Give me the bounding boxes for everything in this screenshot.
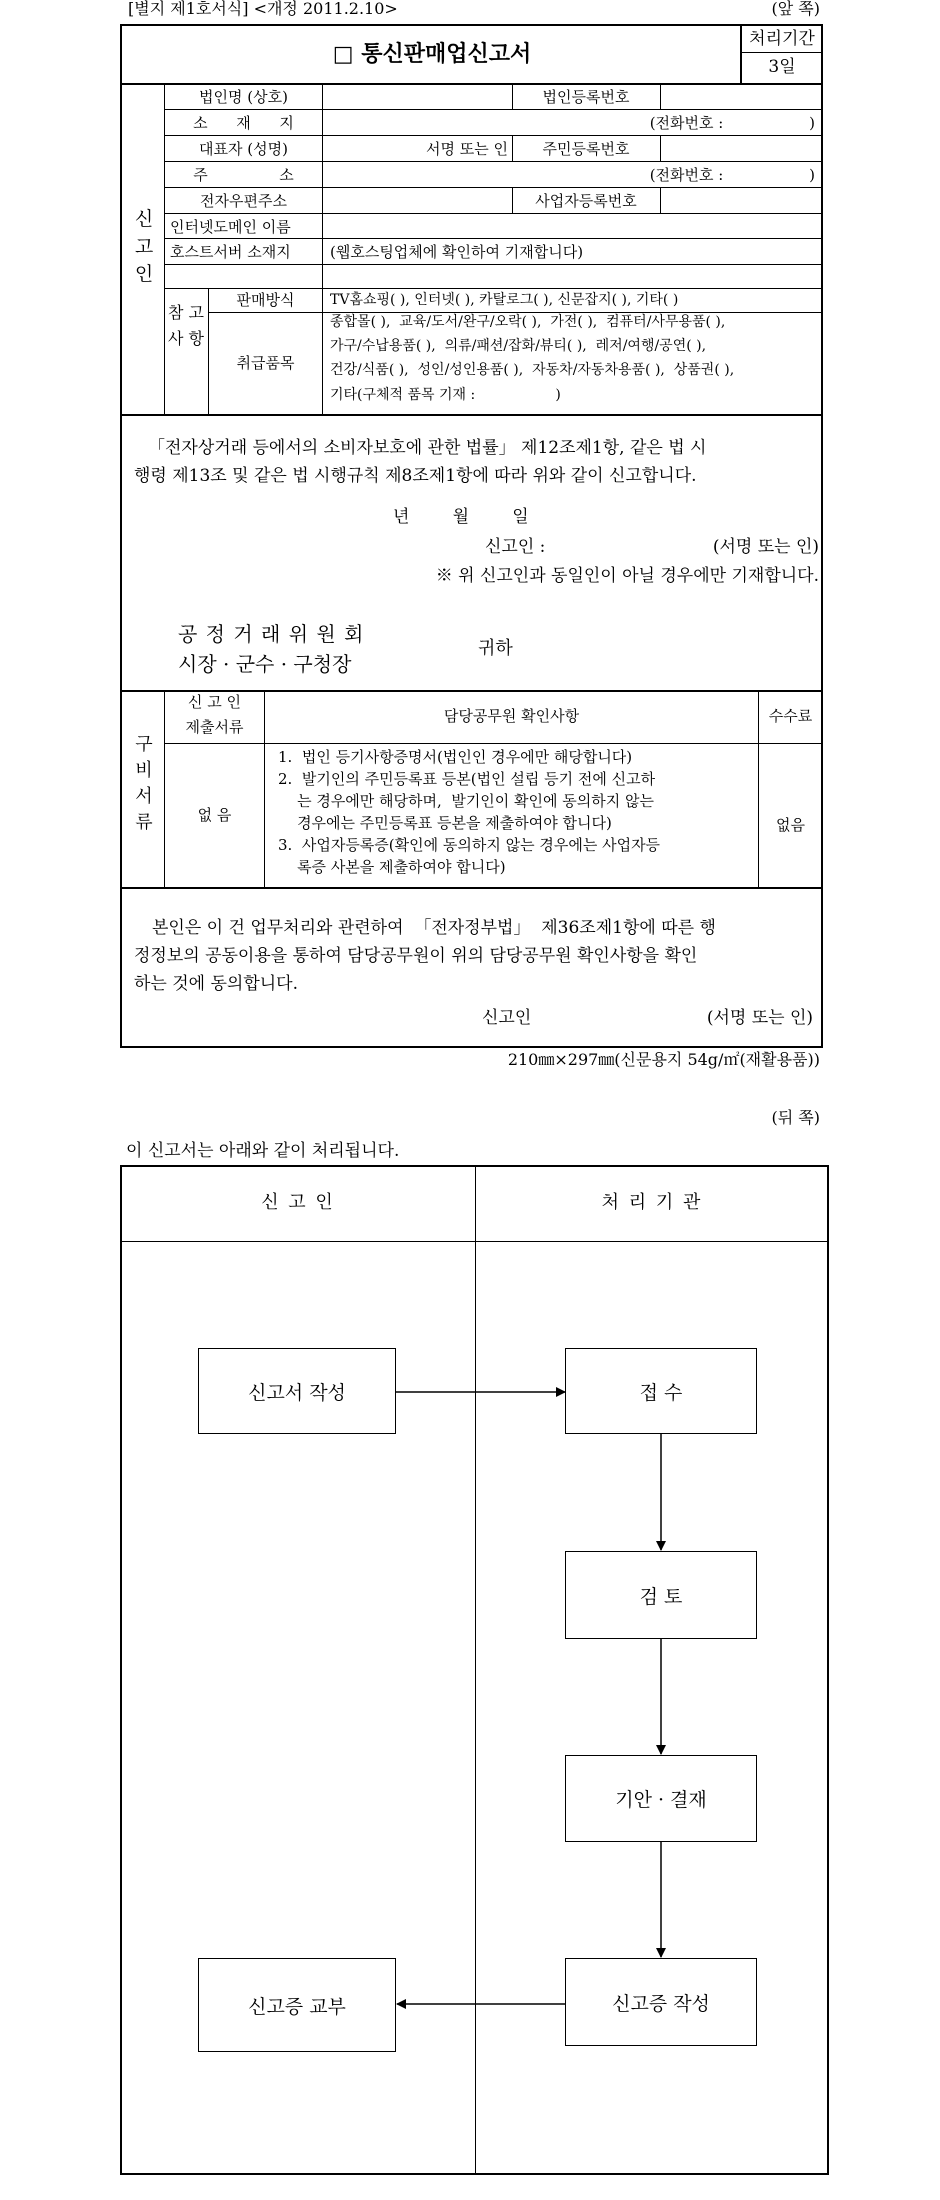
consent-line-2: 정정보의 공동이용을 통하여 담당공무원이 위의 담당공무원 확인사항을 확인 [134,946,698,966]
declaration-date: 년 월 일 [393,507,529,527]
addressee-line-2: 시장 · 군수 · 구청장 [178,652,352,676]
items-line-1: 종합몰( ), 교육/도서/완구/오락( ), 가전( ), 컴퓨터/사무용품( ), [330,314,726,330]
flow-step-review-label: 검 토 [639,1585,683,1608]
documents-item-2b: 는 경우에만 해당하며, 발기인이 확인에 동의하지 않는 [278,792,654,810]
flow-col-right-header: 처 리 기 관 [601,1192,703,1213]
items-line-2: 가구/수납용품( ), 의류/패션/잡화/뷰티( ), 레저/여행/공연( ), [330,338,707,354]
documents-item-3b: 록증 사본을 제출하여야 합니다) [278,858,506,876]
reference-label: 참 고 사 항 [168,303,204,348]
flow-col-left-header: 신 고 인 [261,1192,335,1213]
declaration-line-2: 행령 제13조 및 같은 법 시행규칙 제8조제1항에 따라 위와 같이 신고합니다. [134,466,697,486]
documents-item-3a: 3. 사업자등록증(확인에 동의하지 않는 경우에는 사업자등 [278,836,661,854]
processing-label: 처리기간 [749,29,815,49]
flow-step-draft-label: 기안 · 결재 [615,1789,707,1811]
page-side-front: (앞 쪽) [771,0,820,18]
applicant-section-label: 신 고 인 [134,208,154,286]
sales-method-label: 판매방식 [236,291,295,309]
paper-spec: 210㎜×297㎜(신문용지 54g/㎡(재활용품)) [507,1050,820,1069]
addressee-line-1: 공 정 거 래 위 원 회 [178,622,365,646]
documents-col1-value: 없 음 [197,806,232,824]
documents-label: 구 비 서 류 [135,734,153,834]
addressee-honorific: 귀하 [478,638,513,659]
items-label: 취급품목 [236,354,295,372]
documents-item-2c: 경우에는 주민등록표 등본을 제출하여야 합니다) [278,814,612,832]
sign-or-seal: 서명 또는 인 [426,140,508,158]
flow-step-deliver-label: 신고증 교부 [248,1995,346,2018]
documents-col2-header: 담당공무원 확인사항 [443,707,580,725]
declaration-line-1: 「전자상거래 등에서의 소비자보호에 관한 법률」 제12조제1항, 같은 법 시 [148,438,707,458]
documents-item-2a: 2. 발기인의 주민등록표 등본(법인 설립 등기 전에 신고하 [278,770,656,788]
documents-col1-header-1: 신 고 인 [187,693,241,711]
flow-step-write-label: 신고서 작성 [248,1381,346,1404]
host-server-note: (웹호스팅업체에 확인하여 기재합니다) [330,243,584,261]
declaration-signer: 신고인 : [485,537,546,557]
consent-signer-sign: (서명 또는 인) [706,1008,813,1028]
rep-name-label: 대표자 (성명) [199,140,288,158]
documents-col3-header: 수수료 [768,707,813,725]
processing-value: 3일 [768,57,796,77]
resident-no-label: 주민등록번호 [542,140,630,158]
sales-method-value: TV홈쇼핑( ), 인터넷( ), 카탈로그( ), 신문잡지( ), 기타( ) [330,292,679,308]
consent-line-3: 하는 것에 동의합니다. [134,974,299,994]
domain-label: 인터넷도메인 이름 [170,218,291,236]
documents-item-1: 1. 법인 등기사항증명서(법인인 경우에만 해당합니다) [278,748,633,766]
items-line-4: 기타(구체적 품목 기재 : ) [330,387,561,403]
documents-col1-header-2: 제출서류 [185,718,244,736]
biz-reg-no-label: 사업자등록번호 [535,192,637,210]
consent-signer: 신고인 [482,1008,532,1028]
location-label: 소 재 지 [193,114,294,132]
page-side-back: (뒤 쪽) [771,1108,820,1127]
email-label: 전자우편주소 [200,192,287,210]
documents-col3-value: 없음 [776,816,805,834]
location-phone: (전화번호 : ) [649,114,815,132]
host-server-label: 호스트서버 소재지 [170,243,291,261]
form-title: □ 통신판매업신고서 [332,41,532,67]
flow-step-issue-cert-label: 신고증 작성 [612,1992,710,2015]
form-label: [별지 제1호서식] <개정 2011.2.10> [128,0,398,18]
flow-step-receive-label: 접 수 [639,1381,683,1404]
items-line-3: 건강/식품( ), 성인/성인용품( ), 자동차/자동차용품( ), 상품권( ), [330,362,735,378]
corp-reg-no-label: 법인등록번호 [542,88,630,106]
consent-line-1: 본인은 이 건 업무처리와 관련하여 「전자정부법」 제36조제1항에 따른 행 [152,918,716,938]
address-phone: (전화번호 : ) [649,166,815,184]
declaration-note: ※ 위 신고인과 동일인이 아닐 경우에만 기재합니다. [435,566,819,586]
declaration-signer-sign: (서명 또는 인) [712,537,819,557]
back-intro: 이 신고서는 아래와 같이 처리됩니다. [126,1141,400,1161]
corp-name-label: 법인명 (상호) [199,88,288,106]
address-label: 주 소 [193,166,294,184]
